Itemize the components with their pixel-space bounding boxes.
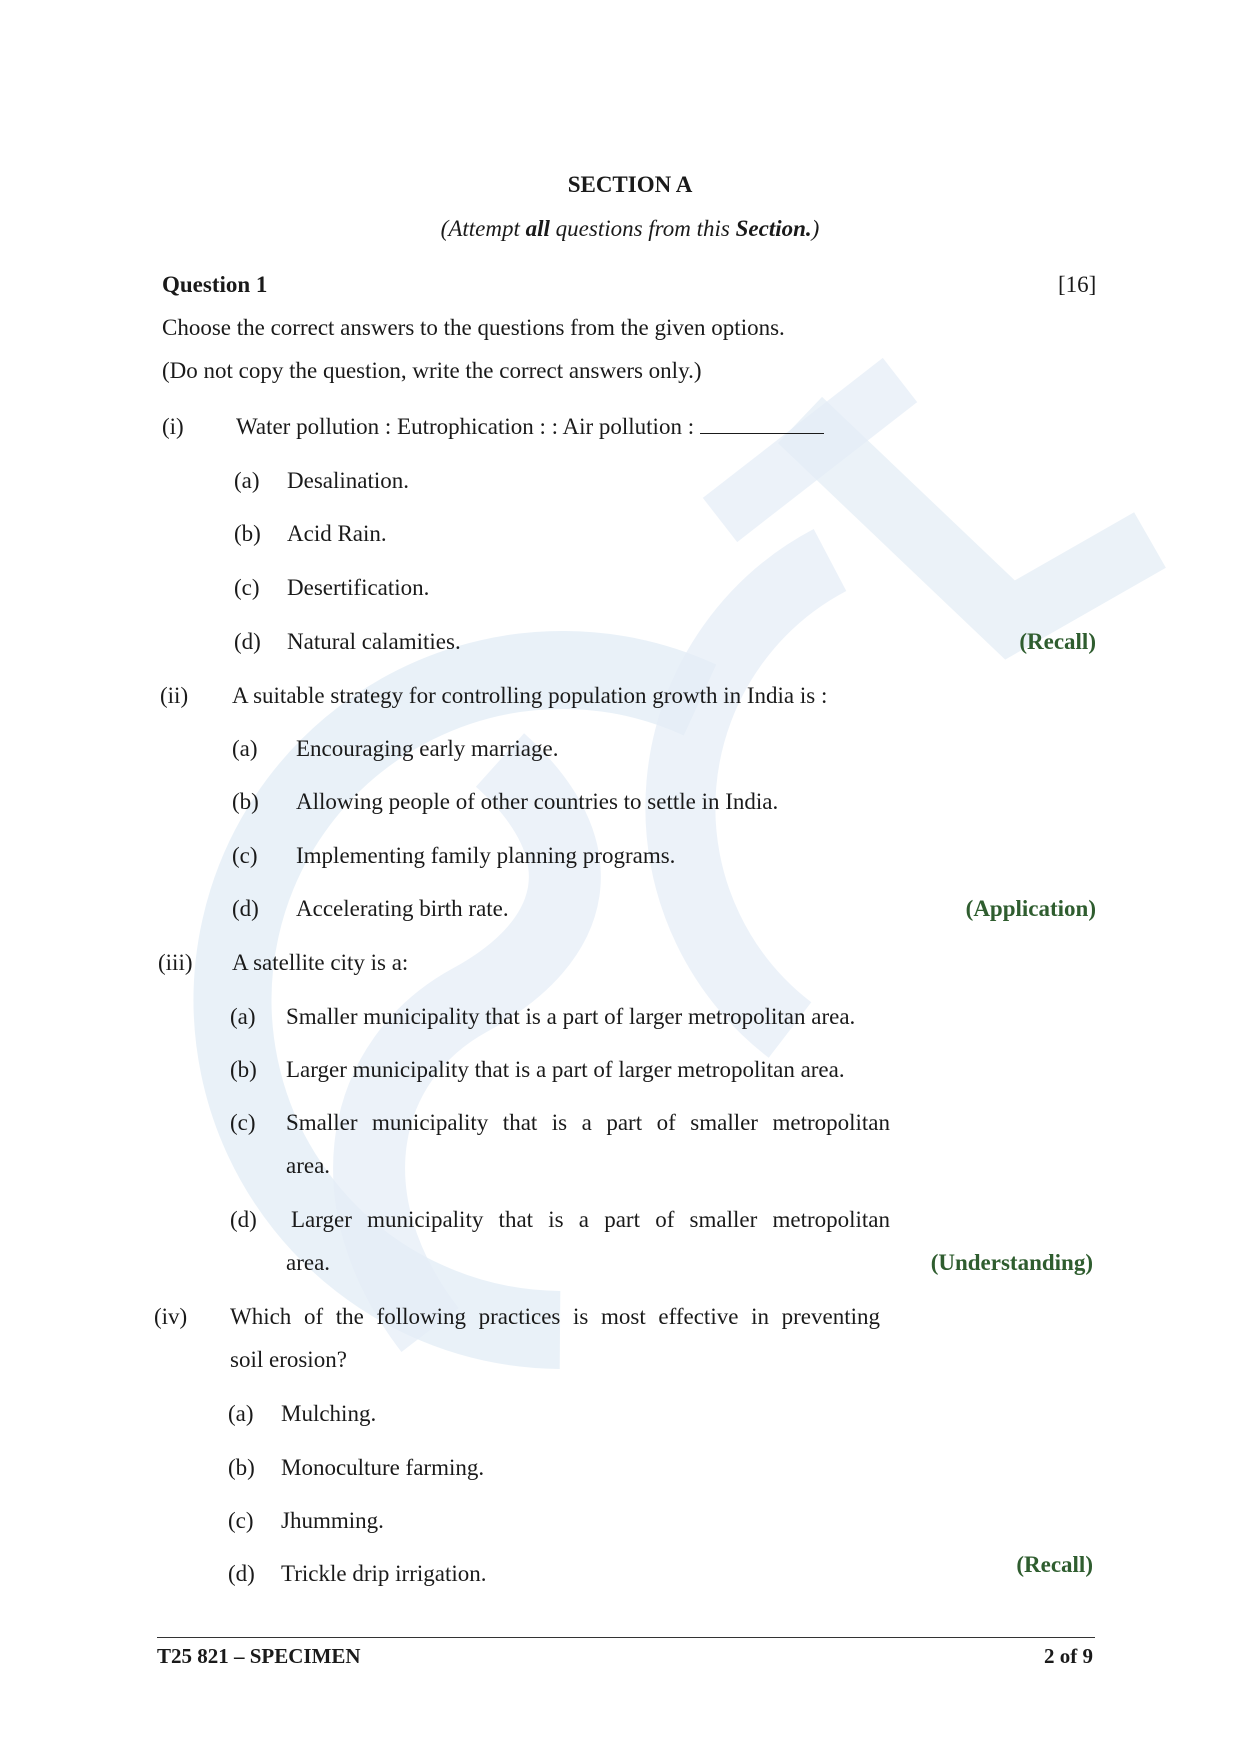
option-text: Implementing family planning programs. xyxy=(296,843,676,868)
option-text: Trickle drip irrigation. xyxy=(281,1561,487,1586)
option-text: Jhumming. xyxy=(281,1508,384,1533)
question-instruction: Choose the correct answers to the questions from the given options. xyxy=(162,315,785,340)
option-label: (b) xyxy=(232,789,259,814)
option-label: (a) xyxy=(228,1401,254,1426)
question-label: Question 1 xyxy=(162,272,268,297)
answer-blank xyxy=(700,415,824,434)
option-text: Larger municipality that is a part of smaller metropolitan xyxy=(291,1207,890,1232)
option-label: (d) xyxy=(228,1561,255,1586)
page-number: 2 of 9 xyxy=(1044,1644,1093,1668)
option-text-continued: area. xyxy=(286,1250,331,1275)
option-text: Desertification. xyxy=(287,575,430,600)
option-label: (b) xyxy=(230,1057,257,1082)
option-label: (d) xyxy=(234,629,261,654)
option-label: (c) xyxy=(228,1508,254,1533)
option-text: Accelerating birth rate. xyxy=(296,896,509,921)
option-text: Natural calamities. xyxy=(287,629,461,654)
question-marks: [16] xyxy=(1058,272,1097,297)
option-text-continued: area. xyxy=(286,1153,331,1178)
option-label: (b) xyxy=(228,1455,255,1480)
option-text: Allowing people of other countries to settle in India. xyxy=(296,789,779,814)
option-label: (c) xyxy=(232,843,258,868)
option-label: (a) xyxy=(230,1004,256,1029)
question-note: (Do not copy the question, write the correct answers only.) xyxy=(162,358,702,383)
option-label: (a) xyxy=(234,468,260,493)
option-text: Desalination. xyxy=(287,468,409,493)
item-number: (iv) xyxy=(154,1304,188,1329)
option-label: (d) xyxy=(232,896,259,921)
option-text: Smaller municipality that is a part of smaller metropolitan xyxy=(286,1110,890,1135)
option-text: Mulching. xyxy=(281,1401,377,1426)
option-label: (a) xyxy=(232,736,258,761)
item-question: A suitable strategy for controlling population growth in India is : xyxy=(232,683,828,708)
option-label: (d) xyxy=(230,1207,257,1232)
footer-rule xyxy=(157,1637,1095,1638)
cognitive-tag: (Recall) xyxy=(1019,629,1096,654)
item-question: A satellite city is a: xyxy=(232,950,409,975)
option-text: Acid Rain. xyxy=(287,521,387,546)
option-label: (c) xyxy=(230,1110,256,1135)
section-title: SECTION A xyxy=(567,172,693,197)
cognitive-tag: (Understanding) xyxy=(930,1250,1093,1275)
option-text: Encouraging early marriage. xyxy=(296,736,559,761)
item-question-continued: soil erosion? xyxy=(230,1347,347,1372)
section-instruction: (Attempt all questions from this Section.) xyxy=(440,216,820,241)
item-number: (i) xyxy=(162,414,184,439)
item-question: Water pollution : Eutrophication : : Air pollution : xyxy=(236,414,824,440)
cognitive-tag: (Recall) xyxy=(1016,1552,1093,1577)
item-number: (iii) xyxy=(158,950,193,975)
option-label: (b) xyxy=(234,521,261,546)
option-text: Larger municipality that is a part of larger metropolitan area. xyxy=(286,1057,845,1082)
item-question: Which of the following practices is most effective in preventing xyxy=(230,1304,880,1329)
item-number: (ii) xyxy=(160,683,189,708)
cognitive-tag: (Application) xyxy=(965,896,1096,921)
paper-code: T25 821 – SPECIMEN xyxy=(157,1644,361,1668)
option-text: Smaller municipality that is a part of larger metropolitan area. xyxy=(286,1004,856,1029)
option-text: Monoculture farming. xyxy=(281,1455,485,1480)
option-label: (c) xyxy=(234,575,260,600)
